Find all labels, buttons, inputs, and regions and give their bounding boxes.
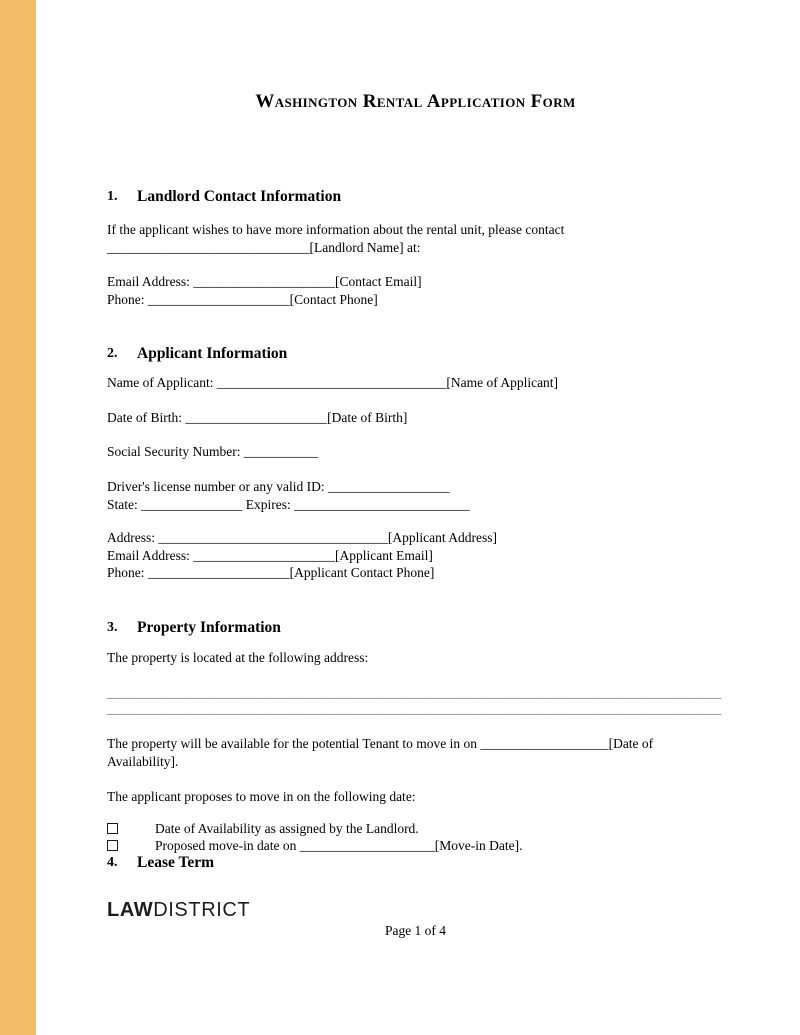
left-accent-stripe — [0, 0, 36, 1035]
applicant-name-line: Name of Applicant: __________________________________[Name of Applicant] — [107, 375, 559, 390]
section-1-number: 1. — [107, 189, 118, 204]
section-3-number: 3. — [107, 620, 118, 635]
applicant-phone-line: Phone: _____________________[Applicant Contact Phone] — [107, 565, 435, 580]
landlord-phone-line: Phone: _____________________[Contact Phone] — [107, 291, 378, 307]
section-3-title: Property Information — [137, 619, 281, 636]
section-2-title: Applicant Information — [137, 345, 288, 362]
landlord-name-blank-line: ______________________________[Landlord Name] at: — [107, 239, 421, 255]
section-4-title: Lease Term — [137, 854, 215, 871]
section-4-number: 4. — [107, 855, 118, 870]
section-4-heading — [107, 852, 724, 874]
property-located-line: The property is located at the following address: — [107, 650, 369, 665]
applicant-email-line: Email Address: _____________________[Applicant Email] — [107, 547, 433, 563]
ssn-line: Social Security Number: ___________ — [107, 444, 319, 459]
checkbox-row-date-of-availability — [107, 820, 724, 838]
drivers-license-line: Driver's license number or any valid ID: __________________ — [107, 479, 450, 494]
landlord-email-line: Email Address: _____________________[Contact Email] — [107, 274, 422, 289]
section-1-heading — [107, 186, 724, 208]
date-of-availability-label: Date of Availability as assigned by the Landlord. — [155, 821, 419, 836]
date-of-birth-line: Date of Birth: _____________________[Date of Birth] — [107, 410, 408, 425]
section-2-number: 2. — [107, 346, 118, 361]
page-number: Page 1 of 4 — [384, 923, 447, 938]
availability-line-2: Availability]. — [107, 753, 179, 769]
logo-district-text: DISTRICT — [153, 899, 251, 921]
property-address-blank-lines — [107, 685, 724, 717]
state-expires-line: State: _______________ Expires: __________________________ — [107, 496, 470, 512]
proposed-move-in-checkbox — [107, 840, 118, 851]
landlord-contact-block — [107, 273, 724, 308]
section-2-heading — [107, 343, 724, 365]
logo-law-text: LAW — [107, 899, 154, 921]
section-3-heading — [107, 617, 724, 639]
lawdistrict-logo — [107, 899, 724, 921]
proposed-move-in-label: Proposed move-in date on ____________________[Move-in Date]. — [155, 838, 523, 853]
section-1-title: Landlord Contact Information — [137, 188, 342, 205]
date-of-availability-checkbox — [107, 823, 118, 834]
landlord-intro-line: If the applicant wishes to have more information about the rental unit, please contact — [107, 222, 565, 237]
page-content — [107, 0, 724, 1035]
availability-paragraph — [107, 735, 724, 770]
landlord-intro-paragraph — [107, 221, 724, 256]
address-blank-line-1: ___________________________________________________________________________________________ — [107, 685, 722, 700]
form-title: Washington Rental Application Form — [255, 91, 576, 112]
applicant-address-line: Address: __________________________________[Applicant Address] — [107, 530, 497, 545]
address-blank-line-2: ___________________________________________________________________________________________ — [107, 701, 722, 716]
proposes-move-in-line: The applicant proposes to move in on the following date: — [107, 789, 416, 804]
license-block — [107, 478, 724, 513]
availability-line-1: The property will be available for the potential Tenant to move in on ___________________[Date of — [107, 736, 654, 751]
applicant-contact-block — [107, 529, 724, 582]
